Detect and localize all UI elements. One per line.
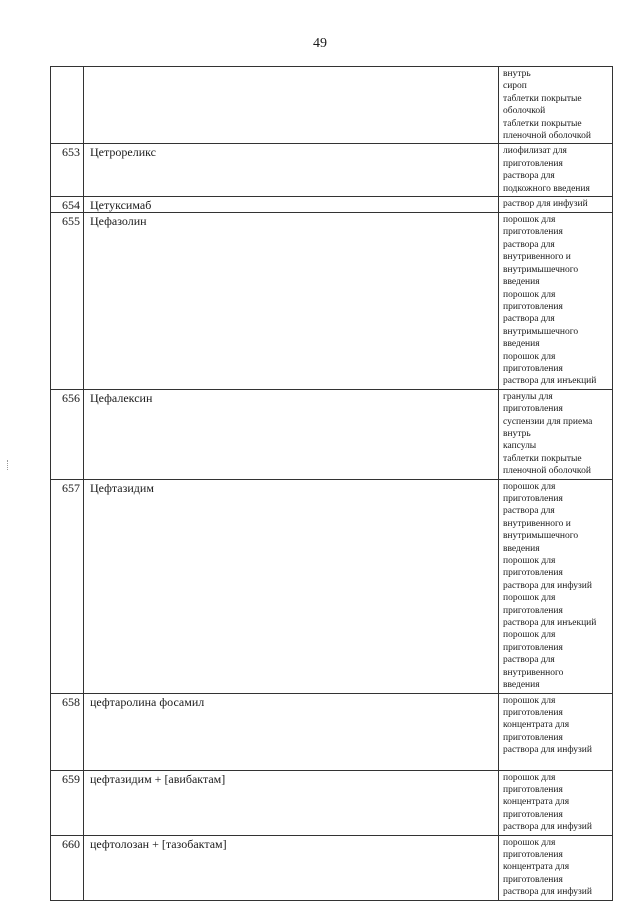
dosage-form-line: порошок для: [503, 351, 556, 362]
dosage-form-line: порошок для: [503, 695, 556, 706]
table-row: [51, 479, 613, 693]
dosage-form-line: приготовления: [503, 605, 563, 616]
dosage-form-line: раствора для: [503, 239, 555, 250]
dosage-form-line: приготовления: [503, 227, 563, 238]
dosage-form-line: раствора для: [503, 655, 555, 666]
table-row: [51, 389, 613, 479]
dosage-form-line: раствора для инфузий: [503, 887, 592, 898]
dosage-form-line: внутримышечного: [503, 264, 579, 275]
dosage-form-line: таблетки покрытые: [503, 118, 582, 129]
dosage-form-line: порошок для: [503, 630, 556, 641]
row-number: [51, 67, 84, 144]
dosage-form-line: гранулы для: [503, 391, 553, 402]
dosage-forms: [499, 835, 613, 900]
dosage-form-line: введения: [503, 543, 540, 554]
dosage-forms: [499, 389, 613, 479]
dosage-forms: [499, 144, 613, 197]
row-number: 659: [51, 770, 84, 835]
dosage-form-line: введения: [503, 680, 540, 691]
dosage-form-line: порошок для: [503, 593, 556, 604]
dosage-form-line: приготовления: [503, 494, 563, 504]
scan-artifact: [7, 460, 10, 470]
dosage-form-line: внутривенного: [503, 667, 564, 678]
dosage-form-line: пленочной оболочкой: [503, 466, 591, 477]
dosage-form-line: порошок для: [503, 481, 556, 492]
dosage-form-line: сироп: [503, 81, 527, 92]
dosage-form-line: раствора для: [503, 314, 555, 325]
drug-name: Цефазолин: [84, 213, 499, 390]
drug-name: Цефтазидим: [84, 479, 499, 693]
row-number: 655: [51, 213, 84, 390]
drug-name: [84, 67, 499, 144]
table-row: [51, 213, 613, 390]
drug-name: Цефалексин: [84, 389, 499, 479]
dosage-forms: [499, 67, 613, 144]
dosage-form-line: внутривенного и: [503, 252, 571, 263]
table-row: [51, 770, 613, 835]
dosage-form-line: подкожного введения: [503, 183, 590, 194]
dosage-form-line: концентрата для: [503, 862, 570, 873]
drug-table: [50, 66, 613, 901]
dosage-form-line: приготовления: [503, 363, 563, 374]
table-row: [51, 693, 613, 770]
dosage-form-line: таблетки покрытые: [503, 93, 582, 104]
dosage-form-line: приготовления: [503, 404, 563, 415]
table-row: [51, 197, 613, 213]
dosage-forms: [499, 197, 613, 213]
dosage-form-line: внутримышечного: [503, 326, 579, 337]
dosage-form-line: порошок для: [503, 772, 556, 783]
dosage-forms: [499, 479, 613, 693]
dosage-form-line: введения: [503, 339, 540, 350]
dosage-form-line: раствора для: [503, 506, 555, 517]
drug-name: Цетрореликс: [84, 144, 499, 197]
table-body: [51, 67, 613, 901]
dosage-form-line: суспензии для приема: [503, 416, 593, 427]
dosage-form-line: внутривенного и: [503, 518, 571, 529]
dosage-form-line: порошок для: [503, 837, 556, 848]
row-number: 657: [51, 479, 84, 693]
page-number: 49: [313, 36, 327, 51]
dosage-forms: [499, 770, 613, 835]
dosage-form-line: приготовления: [503, 158, 563, 169]
dosage-form-line: раствора для инфузий: [503, 822, 592, 833]
row-number: 658: [51, 693, 84, 770]
row-number: 654: [51, 197, 84, 213]
row-number: 660: [51, 835, 84, 900]
dosage-form-line: порошок для: [503, 289, 556, 300]
table-row: [51, 144, 613, 197]
dosage-form-line: лиофилизат для: [503, 146, 567, 157]
dosage-form-line: приготовления: [503, 809, 563, 820]
dosage-form-line: концентрата для: [503, 797, 570, 808]
dosage-form-line: приготовления: [503, 301, 563, 312]
dosage-form-line: приготовления: [503, 849, 563, 860]
drug-name: цефтолозан + [тазобактам]: [84, 835, 499, 900]
dosage-form-line: раствора для инъекций: [503, 376, 597, 387]
dosage-form-line: раствор для инфузий: [503, 199, 588, 210]
dosage-forms: [499, 693, 613, 770]
row-number: 653: [51, 144, 84, 197]
dosage-form-line: порошок для: [503, 556, 556, 567]
dosage-form-line: порошок для: [503, 215, 556, 226]
dosage-form-line: приготовления: [503, 642, 563, 653]
dosage-form-line: внутрь: [503, 428, 531, 439]
dosage-form-line: внутримышечного: [503, 531, 579, 542]
table-row: [51, 67, 613, 144]
cell-spacer: [503, 757, 612, 769]
dosage-form-line: оболочкой: [503, 106, 546, 117]
drug-name: Цетуксимаб: [84, 197, 499, 213]
drug-name: цефтаролина фосамил: [84, 693, 499, 770]
dosage-form-line: капсулы: [503, 441, 537, 452]
dosage-form-line: приготовления: [503, 784, 563, 795]
table-row: [51, 835, 613, 900]
dosage-form-line: приготовления: [503, 568, 563, 579]
dosage-forms: [499, 213, 613, 390]
dosage-form-line: введения: [503, 277, 540, 288]
dosage-form-line: концентрата для: [503, 720, 570, 731]
dosage-form-line: раствора для инфузий: [503, 745, 592, 756]
row-number: 656: [51, 389, 84, 479]
dosage-form-line: пленочной оболочкой: [503, 131, 591, 142]
dosage-form-line: таблетки покрытые: [503, 453, 582, 464]
drug-name: цефтазидим + [авибактам]: [84, 770, 499, 835]
dosage-form-line: приготовления: [503, 732, 563, 743]
dosage-form-line: раствора для инъекций: [503, 618, 597, 629]
dosage-form-line: приготовления: [503, 874, 563, 885]
dosage-form-line: внутрь: [503, 69, 531, 79]
dosage-form-line: приготовления: [503, 707, 563, 718]
dosage-form-line: раствора для инфузий: [503, 580, 592, 591]
dosage-form-line: раствора для: [503, 171, 555, 182]
